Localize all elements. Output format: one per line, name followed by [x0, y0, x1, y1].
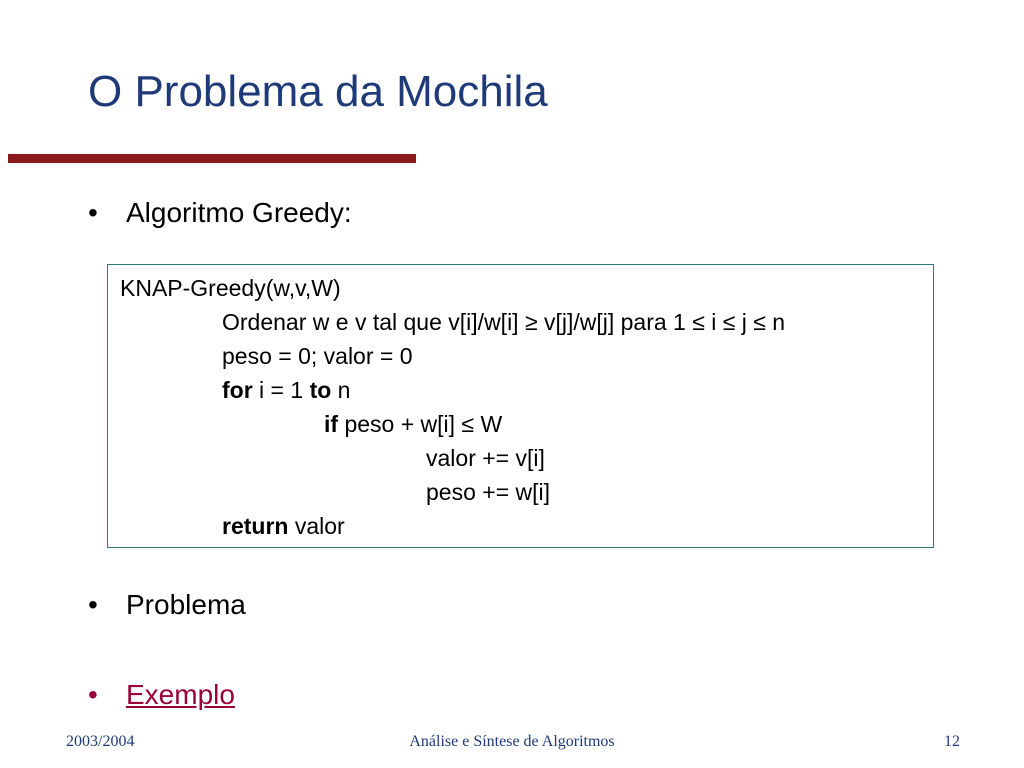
code-line-7: peso += w[i] — [426, 479, 551, 505]
code-line-8 — [120, 509, 933, 543]
code-line-4 — [120, 373, 933, 407]
code-line-5 — [120, 407, 933, 441]
keyword-for: for — [222, 377, 253, 403]
code-line-3: peso = 0; valor = 0 — [222, 343, 413, 369]
keyword-to: to — [309, 377, 332, 403]
code-line-2: Ordenar w e v tal que v[i]/w[i] ≥ v[j]/w[j] para 1 ≤ i ≤ j ≤ n — [222, 309, 786, 335]
bullet-text: Algoritmo Greedy: — [126, 197, 352, 228]
bullet-text: Problema — [126, 589, 246, 620]
keyword-return: return — [222, 513, 289, 539]
code-text: peso + w[i] ≤ W — [338, 411, 503, 437]
bullet-exemplo — [88, 680, 235, 711]
code-line-1: KNAP-Greedy(w,v,W) — [120, 275, 341, 301]
code-line-6: valor += v[i] — [426, 445, 545, 471]
bullet-marker: • — [88, 679, 98, 710]
footer-date: 2003/2004 — [66, 733, 135, 750]
footer-page-number: 12 — [944, 733, 960, 750]
slide-title: O Problema da Mochila — [88, 67, 548, 116]
bullet-marker: • — [88, 197, 98, 228]
code-text: i = 1 — [252, 377, 310, 403]
keyword-if: if — [324, 411, 339, 437]
footer-course: Análise e Síntese de Algoritmos — [409, 733, 615, 750]
bullet-marker: • — [88, 589, 98, 620]
pseudocode-box — [107, 264, 934, 548]
code-text: valor — [288, 513, 345, 539]
title-underline-rule — [8, 154, 416, 163]
bullet-algoritmo-greedy — [88, 198, 352, 229]
code-text: n — [331, 377, 351, 403]
exemplo-link[interactable]: Exemplo — [126, 679, 235, 710]
bullet-problema — [88, 590, 246, 621]
